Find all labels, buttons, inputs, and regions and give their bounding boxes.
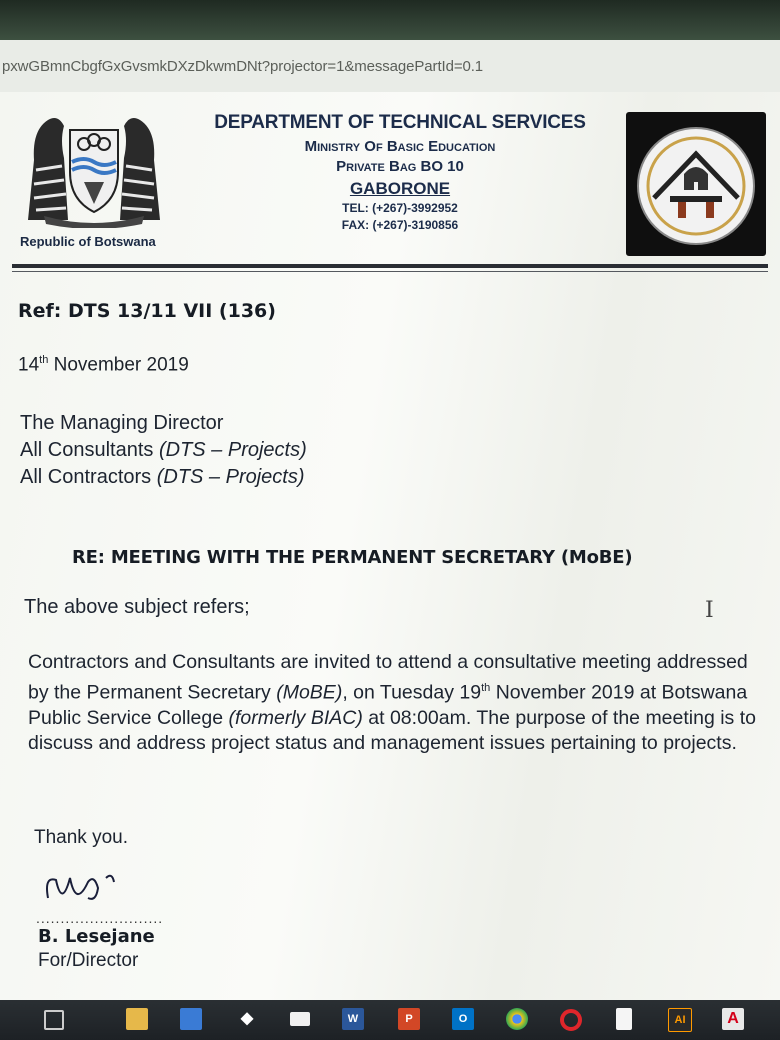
chrome-icon[interactable] (506, 1008, 528, 1030)
monitor-bezel (0, 0, 780, 40)
notes-icon[interactable] (616, 1008, 632, 1030)
signature (36, 868, 176, 916)
city: GABORONE (349, 179, 451, 198)
body-text: Contractors and Consultants are invited to attend a consultative meeting addressed by the Permanent Secretary (28, 651, 748, 703)
fax: FAX: (+267)-3190856 (341, 218, 459, 232)
reference-number: Ref: DTS 13/11 VII (136) (18, 300, 276, 322)
date-day: 14 (18, 354, 40, 376)
word-icon[interactable]: W (342, 1008, 364, 1030)
recipient-line (20, 464, 307, 491)
dropbox-icon[interactable]: ◆ (240, 1010, 254, 1027)
illustrator-icon[interactable]: AI (668, 1008, 692, 1032)
country-caption: Republic of Botswana (20, 234, 156, 249)
header-rule (12, 264, 768, 268)
store-icon[interactable] (180, 1008, 202, 1030)
dts-logo (626, 112, 766, 256)
letter-body (28, 650, 768, 757)
acrobat-icon[interactable]: A (722, 1008, 744, 1030)
body-text: November 2019 at Botswana Public Service College (28, 681, 748, 729)
powerpoint-icon[interactable]: P (398, 1008, 420, 1030)
recipient-qualifier: (DTS – Projects) (158, 439, 307, 461)
recipients (20, 410, 307, 491)
subject-line: RE: MEETING WITH THE PERMANENT SECRETARY (MoBE) (72, 547, 633, 568)
body-text: , on Tuesday 19 (342, 681, 482, 703)
date-suffix: th (39, 354, 49, 366)
taskbar (0, 1000, 780, 1040)
body-italic: (formerly BIAC) (228, 706, 363, 729)
document-page (0, 92, 780, 1000)
telephone: TEL: (+267)-3992952 (342, 201, 458, 215)
recipient-text: All Contractors (20, 466, 157, 488)
signer-role: For/Director (38, 950, 139, 971)
recipient-line (20, 437, 307, 464)
closing: Thank you. (34, 827, 128, 848)
signer-name: B. Lesejane (38, 926, 155, 947)
date-rest: November 2019 (48, 354, 189, 376)
letterhead (180, 112, 620, 233)
recipient-text: All Consultants (20, 439, 159, 461)
letter-date (18, 354, 189, 376)
department-name: DEPARTMENT OF TECHNICAL SERVICES (214, 112, 586, 133)
body-sup: th (481, 681, 491, 694)
address-bar[interactable] (0, 40, 780, 93)
signature-line: .......................... (36, 910, 164, 926)
file-explorer-icon[interactable] (126, 1008, 148, 1030)
recipient-qualifier: (DTS – Projects) (156, 466, 305, 488)
body-text: at 08:00am. The purpose of the meeting is to discuss and address project status and management issues pertaining to projects. (28, 706, 756, 754)
recipient-line: The Managing Director (20, 412, 224, 434)
intro-line: The above subject refers; (24, 596, 250, 618)
body-italic: (MoBE) (276, 681, 343, 703)
header-rule-thin (12, 271, 768, 272)
postal-address: Private Bag BO 10 (336, 158, 464, 175)
ministry-name: Ministry Of Basic Education (304, 138, 496, 155)
coat-of-arms (14, 100, 174, 228)
mail-icon[interactable] (290, 1012, 310, 1026)
text-cursor-icon: I (705, 598, 714, 623)
outlook-icon[interactable]: O (452, 1008, 474, 1030)
address-url[interactable]: pxwGBmnCbgfGxGvsmkDXzDkwmDNt?projector=1&messagePartId=0.1 (2, 58, 484, 75)
task-view-icon[interactable] (44, 1010, 64, 1030)
opera-icon[interactable] (560, 1009, 582, 1031)
